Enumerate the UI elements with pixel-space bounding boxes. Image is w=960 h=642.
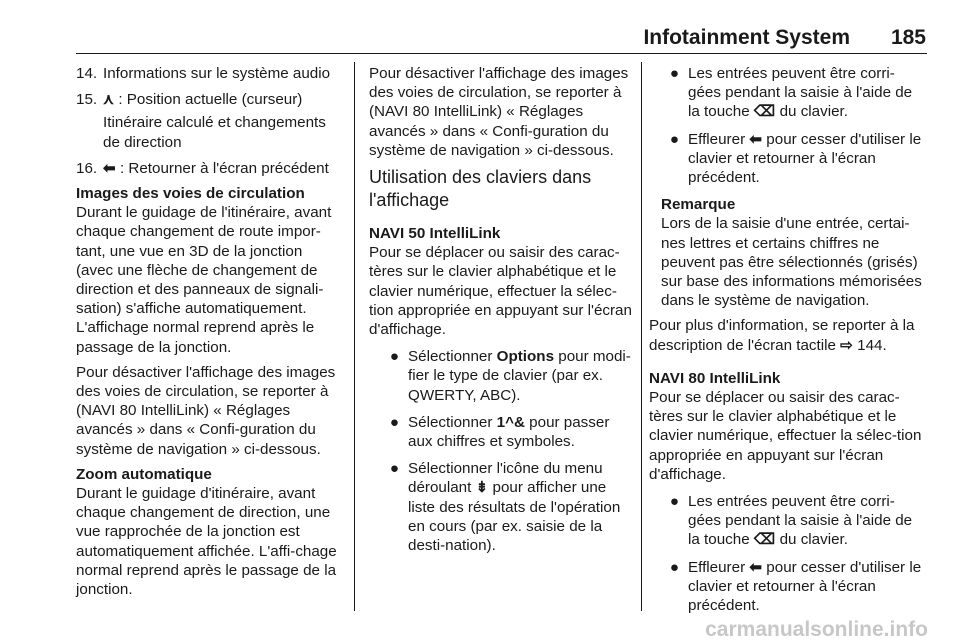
column-3 xyxy=(649,64,927,623)
lane-images-paragraph: Durant le guidage de l'itinéraire, avant chaque changement de route impor-tant, une vue en 3D de la jonction (avec une flèche de changement de direction et des panneaux de signali-sation) s'affiche automatiquement. L'affichage normal reprend après le passage de la jonction. xyxy=(76,204,332,356)
navi50-paragraph: Pour se déplacer ou saisir des carac-tères sur le clavier alphabétique et le clavier numérique, effectuer la sélec-tion appropriée en appuyant sur l'écran d'affichage. xyxy=(369,244,632,339)
item-number: 15. xyxy=(76,91,98,109)
bullet-item: ● Effleurer ⬅ pour cesser d'utiliser le clavier et retourner à l'écran précédent. xyxy=(649,558,927,616)
lane-images-disable-paragraph-2: Pour désactiver l'affichage des images des voies de circulation, se reporter à (NAVI 80 IntelliLink) « Réglages avancés » dans « Confi-guration du système de navigation » ci-dessous. xyxy=(369,65,629,159)
column-2 xyxy=(369,64,634,563)
page-reference-arrow-icon: ⇨ xyxy=(840,336,853,354)
page-header-title: Infotainment System xyxy=(643,26,850,49)
bullet-dot-icon: ● xyxy=(669,65,680,82)
bullet-item: ● Les entrées peuvent être corri-gées pendant la saisie à l'aide de la touche ⌫ du clavier. xyxy=(649,492,927,550)
header-rule xyxy=(76,53,927,54)
list-item xyxy=(76,90,342,109)
list-item xyxy=(76,159,342,178)
bullet-item: ● Sélectionner Options pour modi-fier le type de clavier (par ex. QWERTY, ABC). xyxy=(369,347,634,405)
bullet-item: ● Sélectionner 1^& pour passer aux chiffres et symboles. xyxy=(369,413,634,451)
backspace-icon: ⌫ xyxy=(753,531,776,549)
item-text: Informations sur le système audio xyxy=(103,65,331,82)
bullet-item: ● Sélectionner l'icône du menu déroulant ⇟ pour afficher une liste des résultats de l'opération en cours (par ex. saisie de la desti-nation). xyxy=(369,459,634,555)
page-number: 185 xyxy=(890,26,926,49)
item-subtext: Itinéraire calculé et changements de direction xyxy=(103,114,326,151)
auto-zoom-paragraph: Durant le guidage d'itinéraire, avant chaque changement de direction, une vue rapprochée de la jonction est automatiquement affichée. L'affi-chage normal reprend après le passage de la jonction. xyxy=(76,485,337,599)
cursor-position-icon: ⋏ xyxy=(103,91,115,109)
list-item xyxy=(76,64,342,83)
remark-heading: Remarque xyxy=(661,196,736,214)
column-1 xyxy=(76,64,342,605)
bullet-dot-icon: ● xyxy=(669,130,680,148)
symbols-label: 1^& xyxy=(496,413,525,431)
column-divider-2 xyxy=(641,62,642,611)
keyboards-section-heading: Utilisation des claviers dans l'affichage xyxy=(369,167,592,211)
navi80-heading: NAVI 80 IntelliLink xyxy=(649,369,781,387)
dropdown-menu-icon: ⇟ xyxy=(475,479,489,497)
navi80-paragraph: Pour se déplacer ou saisir des carac-tères sur le clavier alphabétique et le clavier numérique, effectuer la sélec-tion appropriée en appuyant sur l'écran d'affichage. xyxy=(649,389,922,483)
bullet-dot-icon: ● xyxy=(389,413,400,431)
bullet-dot-icon: ● xyxy=(389,460,400,478)
item-number: 16. xyxy=(76,159,98,177)
bullet-item: ● Effleurer ⬅ pour cesser d'utiliser le clavier et retourner à l'écran précédent. xyxy=(649,130,927,188)
back-arrow-icon: ⬅ xyxy=(749,130,763,148)
more-info-paragraph: Pour plus d'information, se reporter à la description de l'écran tactile ⇨ 144. xyxy=(649,317,915,354)
column-divider-1 xyxy=(354,62,355,611)
back-arrow-icon: ⬅ xyxy=(749,558,763,576)
item-number: 14. xyxy=(76,65,98,82)
back-arrow-icon: ⬅ xyxy=(103,159,116,177)
remark-text: Lors de la saisie d'une entrée, certai-nes lettres et certains chiffres ne peuvent pas être sélectionnés (grisés) sur base des informations mémorisées dans le système de navigation. xyxy=(661,215,922,310)
auto-zoom-heading: Zoom automatique xyxy=(76,465,212,483)
watermark: carmanualsonline.info xyxy=(705,618,928,641)
navi50-heading: NAVI 50 IntelliLink xyxy=(369,225,501,243)
backspace-icon: ⌫ xyxy=(753,103,776,121)
bullet-dot-icon: ● xyxy=(669,558,680,576)
bullet-dot-icon: ● xyxy=(669,493,680,511)
options-label: Options xyxy=(496,348,555,366)
bullet-dot-icon: ● xyxy=(389,348,400,366)
bullet-item: ● Les entrées peuvent être corri-gées pendant la saisie à l'aide de la touche ⌫ du clavier. xyxy=(649,64,927,122)
lane-images-heading: Images des voies de circulation xyxy=(76,185,305,203)
item-text: : Retourner à l'écran précédent xyxy=(115,159,329,177)
item-text: : Position actuelle (curseur) xyxy=(114,91,303,109)
lane-images-disable-paragraph: Pour désactiver l'affichage des images des voies de circulation, se reporter à (NAVI 80 IntelliLink) « Réglages avancés » dans « Confi-guration du système de navigation » ci-dessous. xyxy=(76,363,336,458)
